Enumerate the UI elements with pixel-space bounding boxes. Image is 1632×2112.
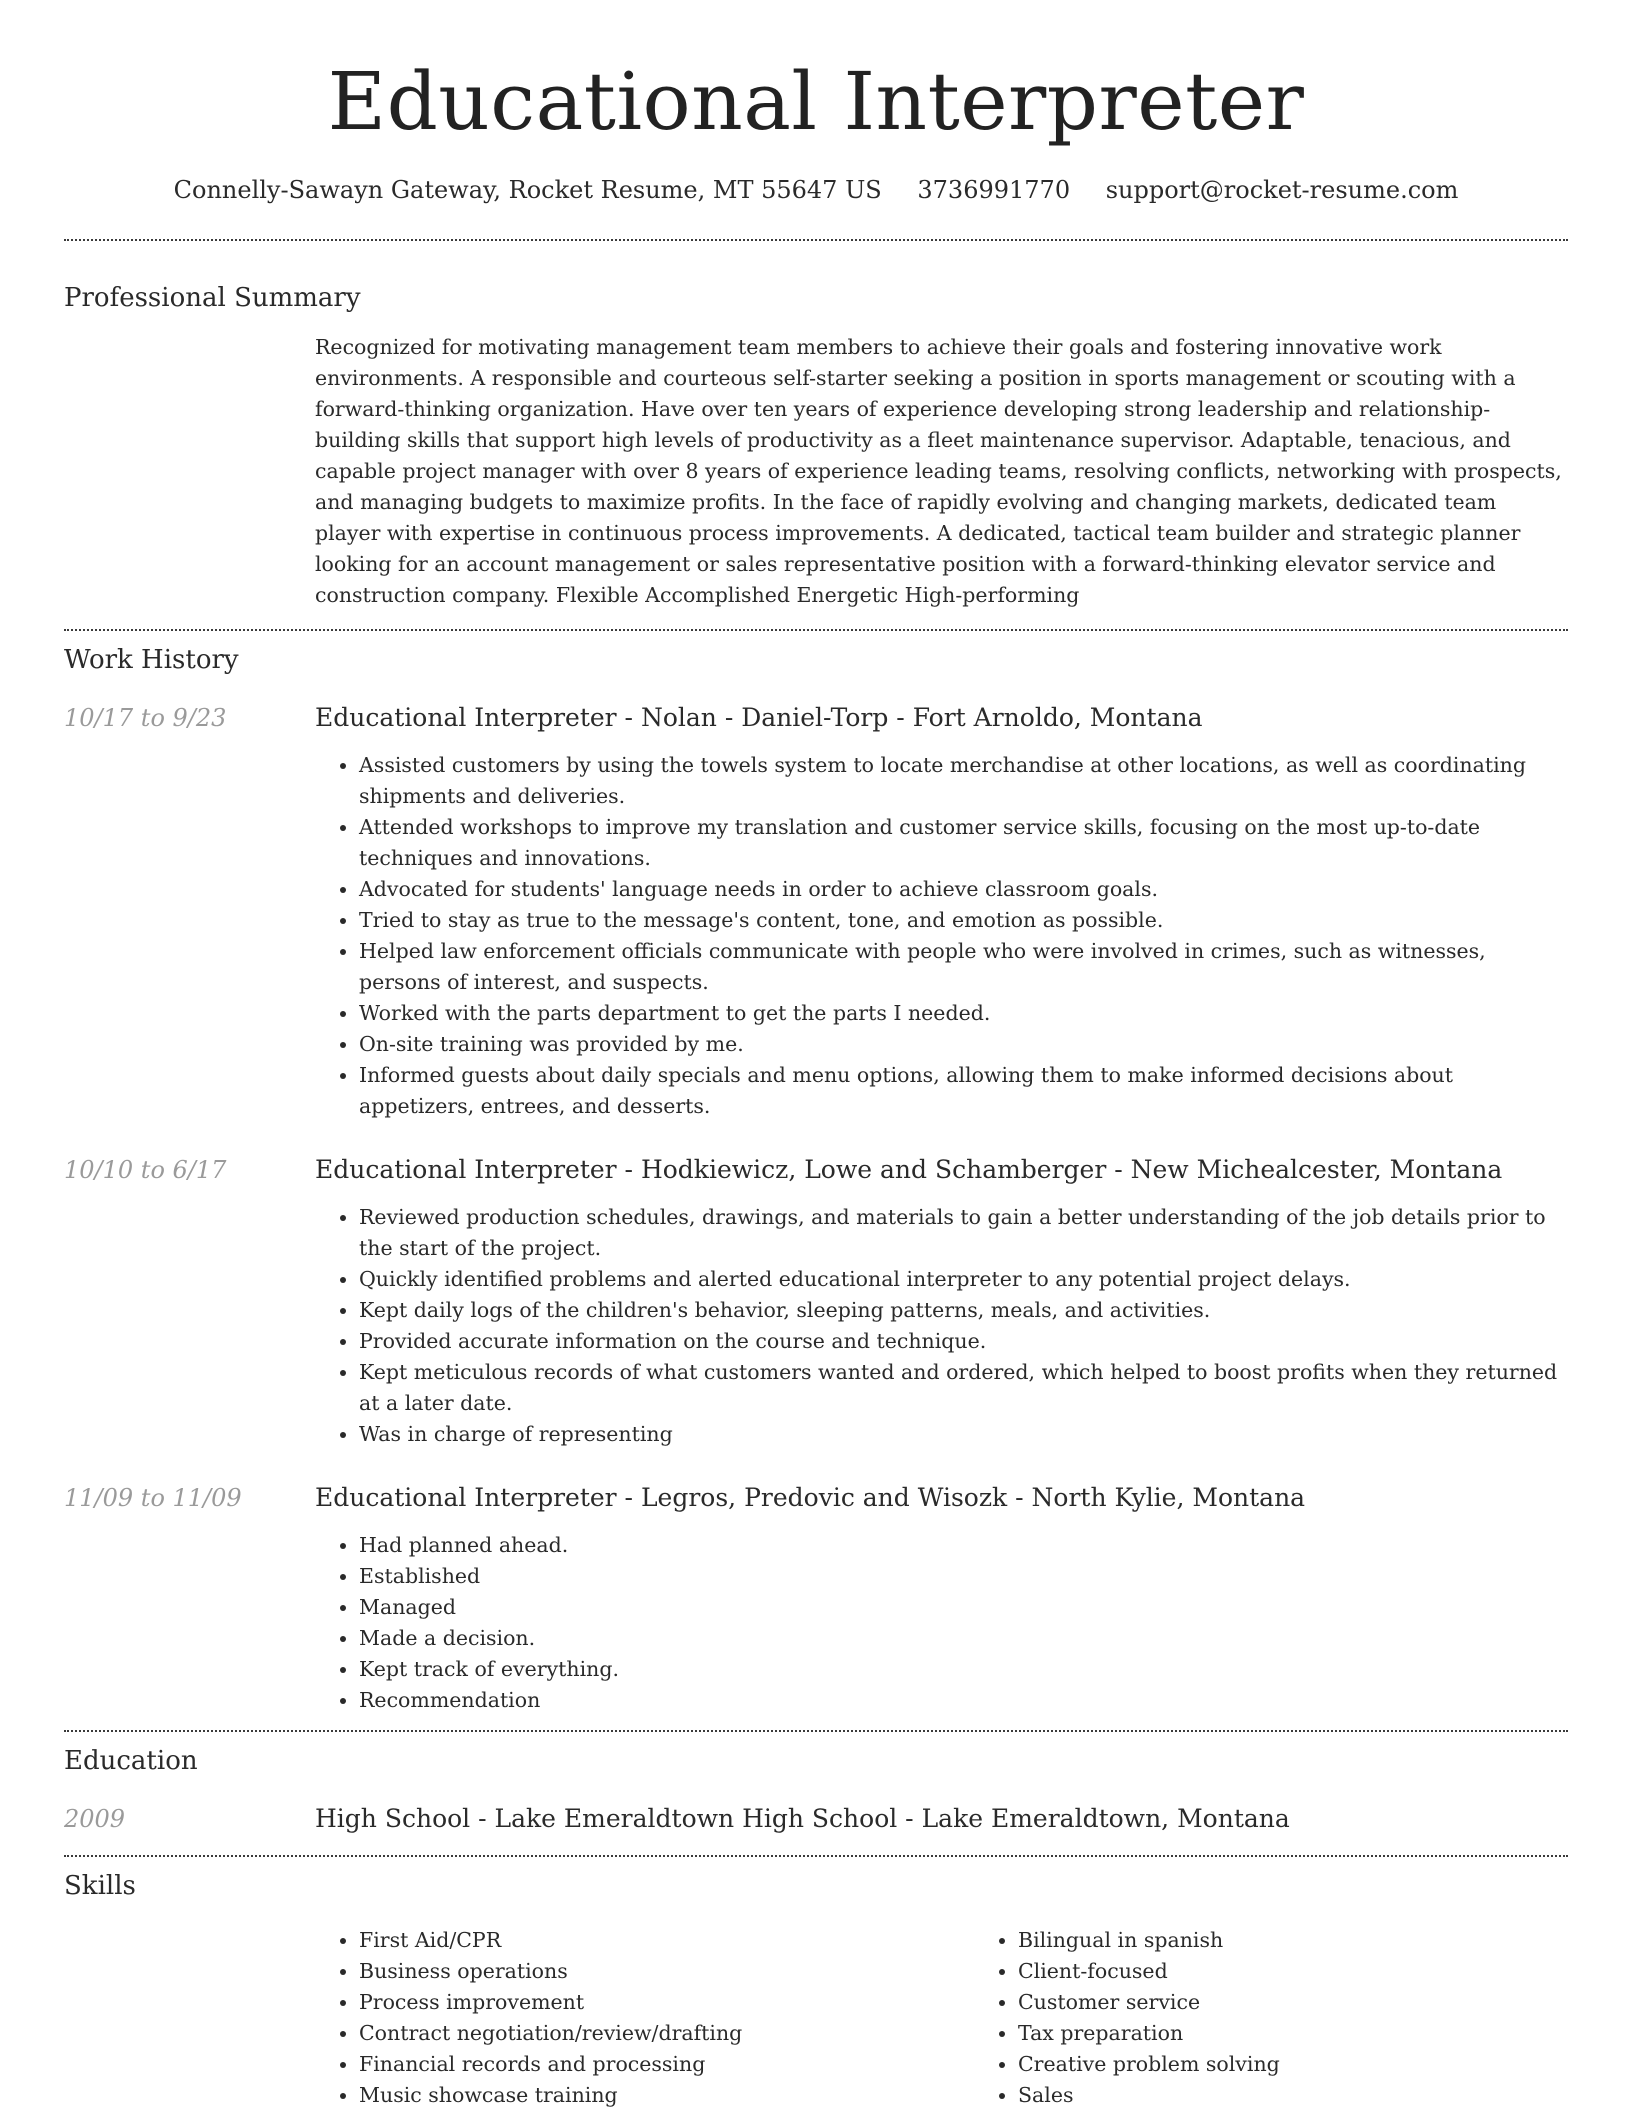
section-title-education: Education (64, 1746, 198, 1776)
skills-list-left (315, 1925, 974, 2111)
divider (64, 239, 1568, 241)
job-bullet: • Reviewed production schedules, drawings, and materials to gain a better understanding of the job details prior to the start of the project. (359, 1202, 1568, 1264)
work-history-section (64, 643, 1568, 1716)
education-section (64, 1744, 1568, 1835)
professional-summary-section (64, 281, 1568, 611)
job-bullet: • Was in charge of representing (359, 1419, 1568, 1450)
job-bullet: • Recommendation (359, 1685, 1568, 1716)
job-bullet: • Advocated for students' language needs in order to achieve classroom goals. (359, 874, 1568, 905)
job-bullets (315, 750, 1568, 1122)
candidate-name: Educational Interpreter (327, 55, 1305, 148)
resume-header (64, 0, 1568, 206)
skill-item: • Customer service (1018, 1987, 1632, 2018)
education-entry (64, 1803, 1568, 1835)
skills-columns (315, 1925, 1568, 2111)
skill-item: • Client-focused (1018, 1956, 1632, 1987)
contact-email: support@rocket-resume.com (1105, 176, 1459, 204)
job-bullet: • Attended workshops to improve my translation and customer service skills, focusing on the most up-to-date techniques and innovations. (359, 812, 1568, 874)
job-title: Educational Interpreter - Hodkiewicz, Lowe and Schamberger - New Michealcester, Montana (315, 1155, 1503, 1184)
skill-item: • Tax preparation (1018, 2018, 1632, 2049)
contact-address: Connelly-Sawayn Gateway, Rocket Resume, MT 55647 US (173, 176, 882, 204)
job-title: Educational Interpreter - Legros, Predovic and Wisozk - North Kylie, Montana (315, 1483, 1306, 1512)
job-details (315, 1482, 1568, 1716)
skill-item: • Bilingual in spanish (1018, 1925, 1632, 1956)
skill-item: • First Aid/CPR (359, 1925, 974, 1956)
skill-item: • Sales (1018, 2080, 1632, 2111)
divider (64, 629, 1568, 631)
job-bullet: • Informed guests about daily specials and menu options, allowing them to make informed decisions about appetizers, entrees, and desserts. (359, 1060, 1568, 1122)
skill-item: • Financial records and processing (359, 2049, 974, 2080)
skills-section (64, 1869, 1568, 2111)
job-date: 10/10 to 6/17 (64, 1156, 227, 1184)
section-title-summary: Professional Summary (64, 283, 361, 313)
job-bullets (315, 1202, 1568, 1450)
education-date: 2009 (64, 1805, 126, 1833)
job-bullet: • Kept daily logs of the children's behavior, sleeping patterns, meals, and activities. (359, 1295, 1568, 1326)
job-bullet: • Provided accurate information on the course and technique. (359, 1326, 1568, 1357)
job-bullet: • Worked with the parts department to get the parts I needed. (359, 998, 1568, 1029)
skill-item: • Business operations (359, 1956, 974, 1987)
section-title-work-history: Work History (64, 645, 239, 675)
job-date: 11/09 to 11/09 (64, 1484, 242, 1512)
skill-item: • Music showcase training (359, 2080, 974, 2111)
contact-phone: 3736991770 (917, 176, 1071, 204)
section-title-skills: Skills (64, 1871, 136, 1901)
skill-item: • Contract negotiation/review/drafting (359, 2018, 974, 2049)
divider (64, 1730, 1568, 1732)
job-bullet: • On-site training was provided by me. (359, 1029, 1568, 1060)
job-bullet: • Assisted customers by using the towels system to locate merchandise at other locations, as well as coordinating shipments and deliveries. (359, 750, 1568, 812)
education-title: High School - Lake Emeraldtown High School - Lake Emeraldtown, Montana (315, 1804, 1290, 1833)
job-details (315, 702, 1568, 1122)
job-date: 10/17 to 9/23 (64, 704, 227, 732)
divider (64, 1855, 1568, 1857)
job-title: Educational Interpreter - Nolan - Daniel-Torp - Fort Arnoldo, Montana (315, 703, 1203, 732)
job-bullet: • Tried to stay as true to the message's content, tone, and emotion as possible. (359, 905, 1568, 936)
job-bullet: • Established (359, 1561, 1568, 1592)
job-bullet: • Helped law enforcement officials communicate with people who were involved in crimes, such as witnesses, persons of interest, and suspects. (359, 936, 1568, 998)
job-bullet: • Kept track of everything. (359, 1654, 1568, 1685)
job-entry (64, 1154, 1568, 1450)
job-bullet: • Made a decision. (359, 1623, 1568, 1654)
job-entry (64, 1482, 1568, 1716)
summary-text: Recognized for motivating management team members to achieve their goals and fostering innovative work environments. A responsible and courteous self-starter seeking a position in sports management or scouting with a forward-thinking organization. Have over ten years of experience developing strong leadership and relationship-building skills that support high levels of productivity as a fleet maintenance supervisor. Adaptable, tenacious, and capable project manager with over 8 years of experience leading teams, resolving conflicts, networking with prospects, and managing budgets to maximize profits. In the face of rapidly evolving and changing markets, dedicated team player with expertise in continuous process improvements. A dedicated, tactical team builder and strategic planner looking for an account management or sales representative position with a forward-thinking elevator service and construction company. Flexible Accomplished Energetic High-performing (315, 335, 1562, 607)
job-bullet: • Managed (359, 1592, 1568, 1623)
job-entry (64, 702, 1568, 1122)
skill-item: • Creative problem solving (1018, 2049, 1632, 2080)
job-details (315, 1154, 1568, 1450)
skills-list-right (974, 1925, 1632, 2111)
skill-item: • Process improvement (359, 1987, 974, 2018)
contact-line (64, 174, 1568, 206)
job-bullet: • Kept meticulous records of what customers wanted and ordered, which helped to boost profits when they returned at a later date. (359, 1357, 1568, 1419)
education-details (315, 1803, 1568, 1835)
job-bullet: • Had planned ahead. (359, 1530, 1568, 1561)
job-bullets (315, 1530, 1568, 1716)
job-bullet: • Quickly identified problems and alerted educational interpreter to any potential project delays. (359, 1264, 1568, 1295)
